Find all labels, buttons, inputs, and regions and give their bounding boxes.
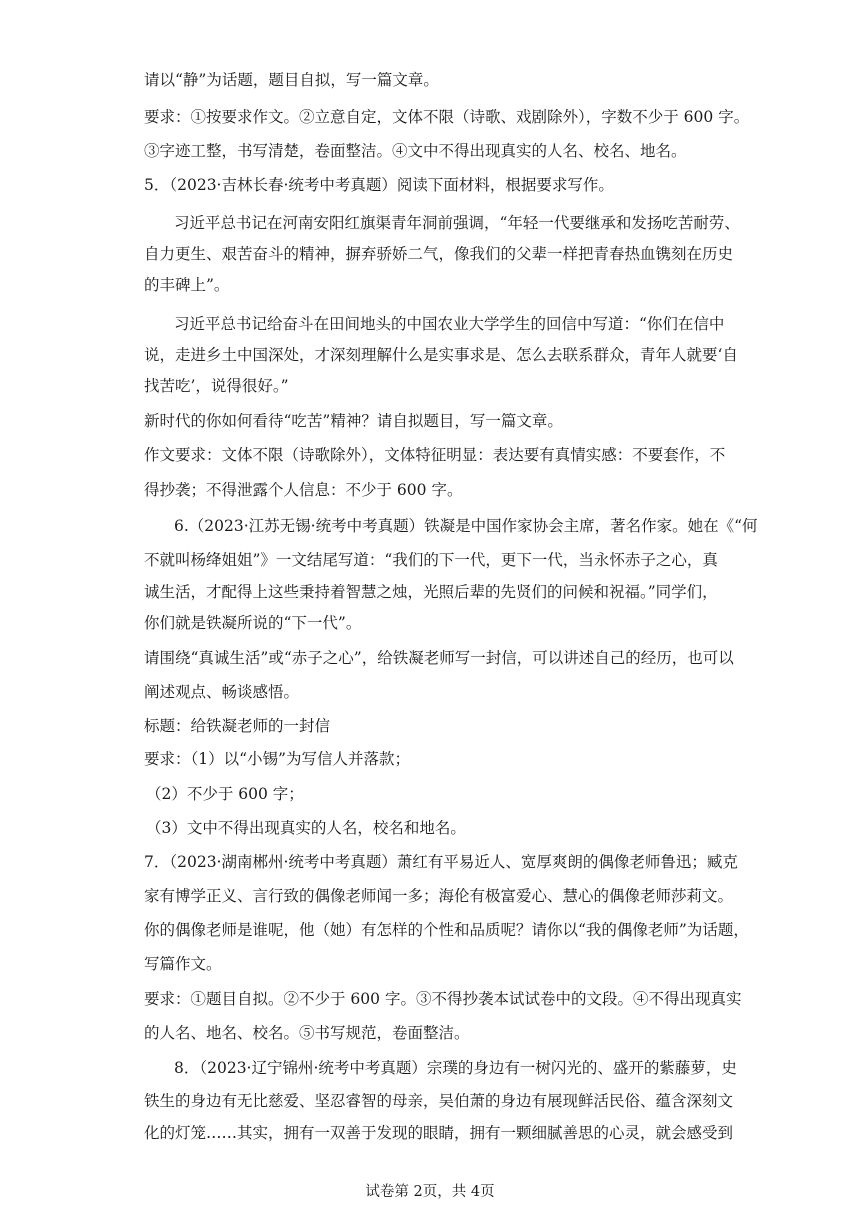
- text-line: 自力更生、艰苦奋斗的精神，摒弃骄娇二气，像我们的父辈一样把青春热血镌刻在历史: [144, 245, 734, 263]
- question-heading: 7．（2023·湖南郴州·统考中考真题）萧红有平易近人、宽厚爽朗的偶像老师鲁迅；臧克: [144, 853, 738, 871]
- text-line: 习近平总书记在河南安阳红旗渠青年洞前强调，“年轻一代要继承和发扬吃苦耐劳、: [174, 214, 740, 232]
- text-line: 找苦吃’，说得很好。”: [144, 377, 289, 395]
- text-line: 你们就是铁凝所说的“下一代”。: [144, 614, 362, 632]
- page-footer: 试卷第 2页，共 4页: [365, 1184, 495, 1200]
- text-line: 阐述观点、畅谈感悟。: [144, 683, 300, 701]
- text-line: 诚生活，才配得上这些秉持着智慧之烛，光照后辈的先贤们的问候和祝福。”同学们，: [144, 583, 718, 601]
- text-line: （2）不少于 600 字；: [146, 785, 304, 803]
- text-line: 要求：①题目自拟。②不少于 600 字。③不得抄袭本试试卷中的文段。④不得出现真实: [144, 990, 742, 1008]
- text-line: 要求：（1）以“小锡”为写信人并落款；: [144, 750, 410, 768]
- text-line: 请以“静”为话题，题目自拟，写一篇文章。: [144, 71, 439, 89]
- text-line: （3）文中不得出现真实的人名，校名和地名。: [146, 819, 466, 837]
- text-line: 请围绕“真诚生活”或“赤子之心”，给铁凝老师写一封信，可以讲述自己的经历，也可以: [144, 649, 734, 667]
- text-line: 写篇作文。: [144, 955, 222, 973]
- question-heading: 5．（2023·吉林长春·统考中考真题）阅读下面材料，根据要求写作。: [144, 176, 614, 194]
- text-line: 你的偶像老师是谁呢，他（她）有怎样的个性和品质呢？请你以“我的偶像老师”为话题，: [144, 921, 749, 939]
- text-line: 说，走进乡土中国深处，才深刻理解什么是实事求是、怎么去联系群众，青年人就要‘自: [144, 346, 738, 364]
- text-line: 的人名、地名、校名。⑤书写规范，卷面整洁。: [144, 1024, 470, 1042]
- text-line: 不就叫杨绛姐姐”》一文结尾写道：“我们的下一代，更下一代，当永怀赤子之心，真: [144, 551, 718, 569]
- text-line: 习近平总书记给奋斗在田间地头的中国农业大学学生的回信中写道：“你们在信中: [174, 315, 725, 333]
- text-line: 标题：给铁凝老师的一封信: [144, 717, 331, 735]
- text-line: 作文要求：文体不限（诗歌除外），文体特征明显：表达要有真情实感：不要套作，不: [144, 446, 726, 464]
- text-line: 铁生的身边有无比慈爱、坚忍睿智的母亲，吴伯萧的身边有展现鲜活民俗、蕴含深刻文: [144, 1092, 734, 1110]
- text-line: 的丰碑上”。: [144, 276, 230, 294]
- text-line: 得抄袭；不得泄露个人信息：不少于 600 字。: [144, 481, 463, 499]
- text-line: ③字迹工整，书写清楚，卷面整洁。④文中不得出现真实的人名、校名、地名。: [144, 142, 687, 160]
- text-line: 要求：①按要求作文。②立意自定，文体不限（诗歌、戏剧除外），字数不少于 600 字。: [144, 108, 750, 126]
- text-line: 家有博学正义、言行致的偶像老师闻一多；海伦有极富爱心、慧心的偶像老师莎莉文。: [144, 887, 734, 905]
- text-line: 新时代的你如何看待“吃苦”精神？请自拟题目，写一篇文章。: [144, 412, 563, 430]
- question-heading: 8．（2023·辽宁锦州·统考中考真题）宗璞的身边有一树闪光的、盛开的紫藤萝，史: [174, 1059, 737, 1077]
- text-line: 化的灯笼……其实，拥有一双善于发现的眼睛，拥有一颗细腻善思的心灵，就会感受到: [144, 1124, 734, 1142]
- question-heading: 6.（2023·江苏无锡·统考中考真题）铁凝是中国作家协会主席，著名作家。她在《“何: [174, 517, 758, 535]
